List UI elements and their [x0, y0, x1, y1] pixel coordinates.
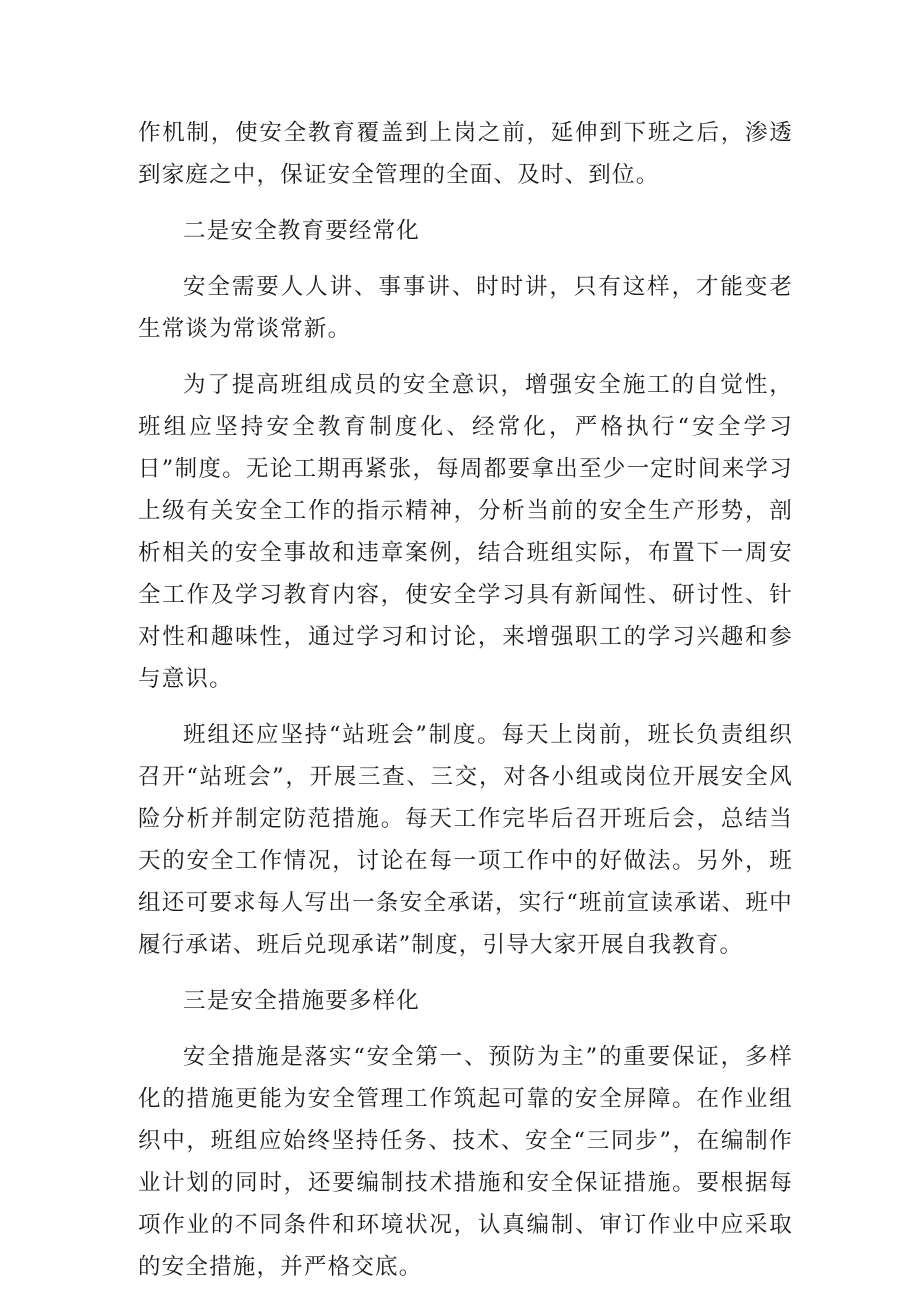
section-heading-three: 三是安全措施要多样化: [183, 988, 421, 1014]
paragraph-continuation: 作机制，使安全教育覆盖到上岗之前，延伸到下班之后，渗透到家庭之中，保证安全管理的全面、及时、到位。: [138, 120, 793, 188]
paragraph: 安全措施是落实“安全第一、预防为主”的重要保证，多样化的措施更能为安全管理工作筑起可靠的安全屏障。在作业组织中，班组应始终坚持任务、技术、安全“三同步”，在编制作业计划的同时，还要编制技术措施和安全保证措施。要根据每项作业的不同条件和环境状况，认真编制、审订作业中应采取的安全措施，并严格交底。: [138, 1044, 793, 1280]
paragraph: 班组还应坚持“站班会”制度。每天上岗前，班长负责组织召开“站班会”，开展三查、三交，对各小组或岗位开展安全风险分析并制定防范措施。每天工作完毕后召开班后会，总结当天的安全工作情况，讨论在每一项工作中的好做法。另外，班组还可要求每人写出一条安全承诺，实行“班前宣读承诺、班中履行承诺、班后兑现承诺”制度，引导大家开展自我教育。: [138, 722, 793, 958]
document-body: [138, 112, 793, 1302]
paragraph: 安全需要人人讲、事事讲、时时讲，只有这样，才能变老生常谈为常谈常新。: [138, 274, 793, 342]
section-heading-two: 二是安全教育要经常化: [183, 218, 421, 244]
paragraph: 为了提高班组成员的安全意识，增强安全施工的自觉性，班组应坚持安全教育制度化、经常化，严格执行“安全学习日”制度。无论工期再紧张，每周都要拿出至少一定时间来学习上级有关安全工作的指示精神，分析当前的安全生产形势，剖析相关的安全事故和违章案例，结合班组实际，布置下一周安全工作及学习教育内容，使安全学习具有新闻性、研讨性、针对性和趣味性，通过学习和讨论，来增强职工的学习兴趣和参与意识。: [138, 372, 793, 692]
